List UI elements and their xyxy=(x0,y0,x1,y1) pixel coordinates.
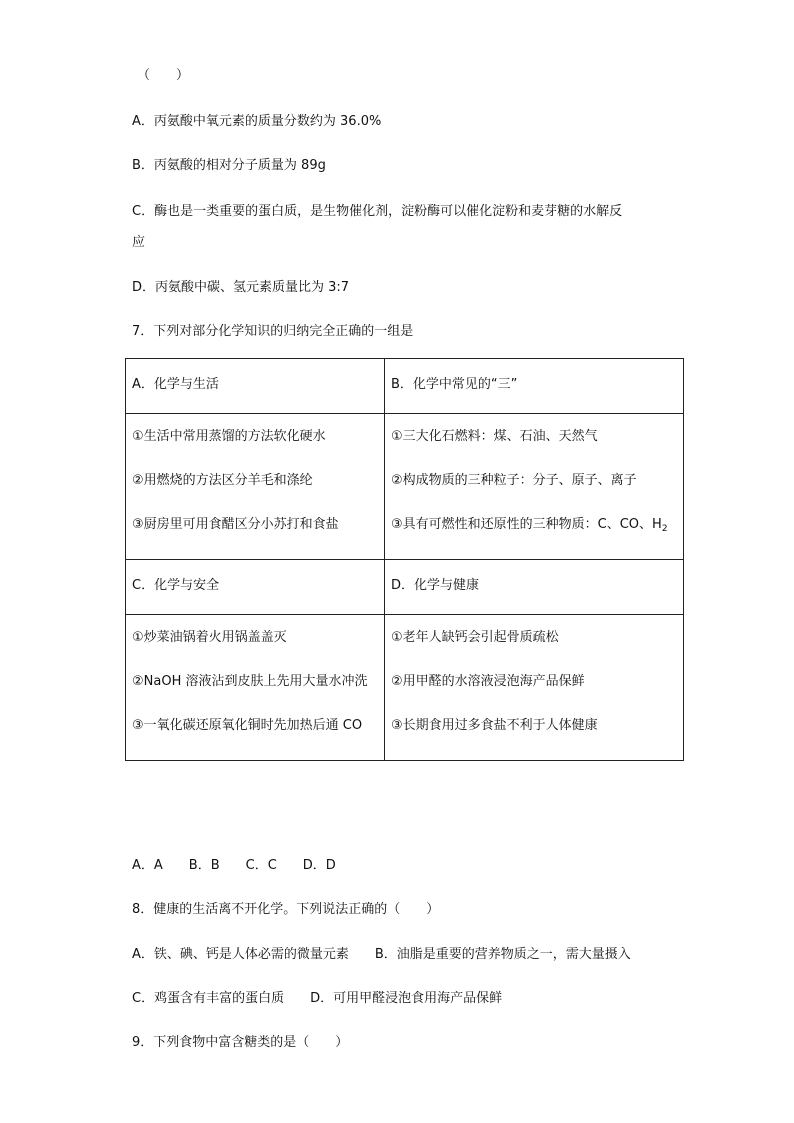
q7-stem: 7．下列对部分化学知识的归纳完全正确的一组是 xyxy=(132,324,414,339)
q6-option-c-cont: 应 xyxy=(132,235,146,250)
group-a-item-1: ①生活中常用蒸馏的方法软化硬水 xyxy=(132,429,326,444)
cell-a-items xyxy=(126,414,385,560)
group-a-item-2: ②用燃烧的方法区分羊毛和涤纶 xyxy=(132,473,313,488)
q8-options-line-2: C．鸡蛋含有丰富的蛋白质 D．可用甲醛浸泡食用海产品保鲜 xyxy=(132,991,503,1006)
q6-option-a: A．丙氨酸中氧元素的质量分数约为 36.0% xyxy=(132,114,382,129)
cell-a-head xyxy=(126,359,385,414)
group-b-heading: B．化学中常见的“三” xyxy=(391,377,518,392)
h2-subscript: 2 xyxy=(661,524,668,534)
group-b-item-3: ③具有可燃性和还原性的三种物质：C、CO、H xyxy=(391,517,662,532)
q6-option-d: D．丙氨酸中碳、氢元素质量比为 3:7 xyxy=(132,280,350,295)
group-d-item-1: ①老年人缺钙会引起骨质疏松 xyxy=(391,630,559,645)
cell-d-items xyxy=(385,615,684,761)
group-c-item-3: ③一氧化碳还原氧化铜时先加热后通 CO xyxy=(132,718,363,733)
q6-option-b: B．丙氨酸的相对分子质量为 89g xyxy=(132,158,326,173)
group-d-item-2: ②用甲醛的水溶液浸泡海产品保鲜 xyxy=(391,674,585,689)
group-a-item-3: ③厨房里可用食醋区分小苏打和食盐 xyxy=(132,517,339,532)
cell-d-head xyxy=(385,560,684,615)
cell-c-head xyxy=(126,560,385,615)
group-b-item-2: ②构成物质的三种粒子：分子、原子、离子 xyxy=(391,473,637,488)
cell-b-head xyxy=(385,359,684,414)
cell-c-items xyxy=(126,615,385,761)
group-a-heading: A．化学与生活 xyxy=(132,377,219,392)
group-d-item-3: ③长期食用过多食盐不利于人体健康 xyxy=(391,718,598,733)
q6-option-c: C．酶也是一类重要的蛋白质，是生物催化剂，淀粉酶可以催化淀粉和麦芽糖的水解反 xyxy=(132,204,623,219)
group-c-item-2: ②NaOH 溶液沾到皮肤上先用大量水冲洗 xyxy=(132,674,368,689)
q8-options-line-1: A．铁、碘、钙是人体必需的微量元素 B．油脂是重要的营养物质之一，需大量摄入 xyxy=(132,947,631,962)
cell-b-items xyxy=(385,414,684,560)
group-b-item-1: ①三大化石燃料：煤、石油、天然气 xyxy=(391,429,598,444)
q6-stem-tail: （ ） xyxy=(137,68,190,83)
group-d-heading: D．化学与健康 xyxy=(391,578,480,593)
q7-knowledge-table xyxy=(125,358,684,761)
group-c-heading: C．化学与安全 xyxy=(132,578,220,593)
q9-stem: 9．下列食物中富含糖类的是（ ） xyxy=(132,1035,349,1050)
group-c-item-1: ①炒菜油锅着火用锅盖盖灭 xyxy=(132,630,287,645)
q7-answer-options: A．A B．B C．C D．D xyxy=(132,858,336,873)
q8-stem: 8．健康的生活离不开化学。下列说法正确的（ ） xyxy=(132,902,440,917)
group-b-item-3-wrap xyxy=(391,516,683,538)
